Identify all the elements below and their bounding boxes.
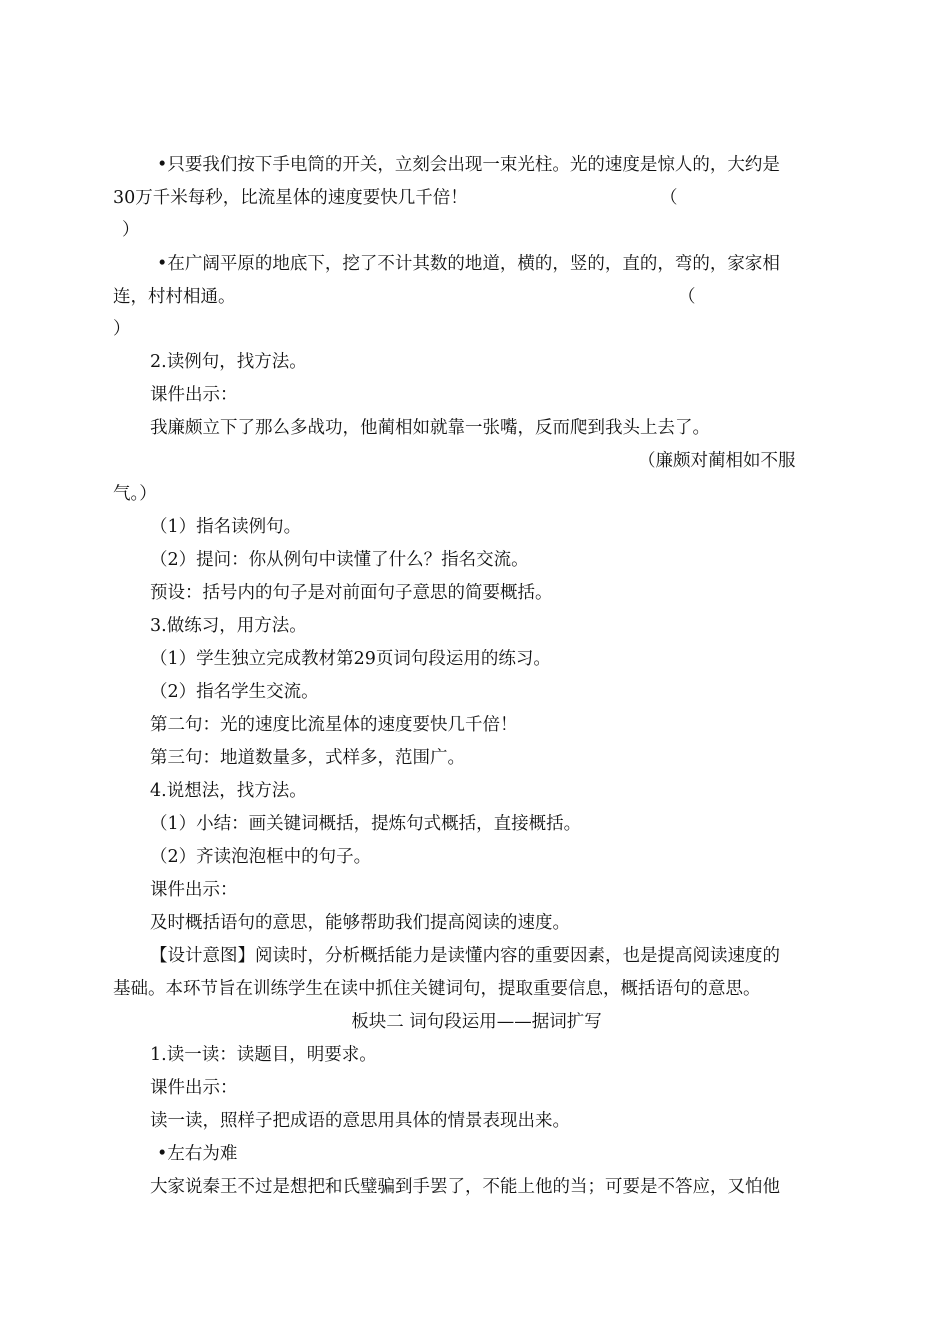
step-heading: 2.读例句，找方法。: [150, 352, 307, 372]
text-line: 大家说秦王不过是想把和氏璧骗到手罢了，不能上他的当；可要是不答应，又怕他: [150, 1177, 780, 1197]
blank-paren-open: （: [660, 188, 678, 208]
text-line: （1）学生独立完成教材第29页词句段运用的练习。: [150, 649, 551, 669]
blank-paren-close: ）: [113, 319, 131, 339]
text-line: 连，村村相通。: [113, 287, 236, 307]
example-summary-end: 气。）: [113, 484, 157, 504]
text-line: 读一读，照样子把成语的意思用具体的情景表现出来。: [150, 1111, 570, 1131]
blank-paren-close: ）: [122, 220, 140, 240]
text-line: 课件出示：: [150, 385, 238, 405]
text-line: （1）指名读例句。: [150, 517, 302, 537]
step-heading: 3.做练习，用方法。: [150, 616, 307, 636]
example-summary: （廉颇对蔺相如不服: [638, 451, 796, 471]
text-line: （2）提问：你从例句中读懂了什么？指名交流。: [150, 550, 529, 570]
step-heading: 4.说想法，找方法。: [150, 781, 307, 801]
text-line: （2）指名学生交流。: [150, 682, 319, 702]
text-line: 30万千米每秒，比流星体的速度要快几千倍！: [113, 188, 468, 208]
bullet-line-2: •在广阔平原的地底下，挖了不计其数的地道，横的，竖的，直的，弯的，家家相: [157, 254, 780, 274]
step-heading: 1.读一读：读题目，明要求。: [150, 1045, 377, 1065]
text-line: （2）齐读泡泡框中的句子。: [150, 847, 372, 867]
section-title: 板块二 词句段运用——据词扩写: [351, 1012, 602, 1032]
text-line: 课件出示：: [150, 880, 238, 900]
text-line: （1）小结：画关键词概括，提炼句式概括，直接概括。: [150, 814, 582, 834]
blank-paren-open: （: [678, 287, 696, 307]
bullet-line-3: •左右为难: [157, 1144, 238, 1164]
bullet-line-1: •只要我们按下手电筒的开关，立刻会出现一束光柱。光的速度是惊人的，大约是: [157, 155, 780, 175]
text-line: 第二句：光的速度比流星体的速度要快几千倍！: [150, 715, 518, 735]
text-line: 预设：括号内的句子是对前面句子意思的简要概括。: [150, 583, 553, 603]
text-line: 第三句：地道数量多，式样多，范围广。: [150, 748, 465, 768]
design-intent-line-1: 【设计意图】阅读时，分析概括能力是读懂内容的重要因素，也是提高阅读速度的: [150, 946, 780, 966]
text-line: 及时概括语句的意思，能够帮助我们提高阅读的速度。: [150, 913, 570, 933]
design-intent-line-2: 基础。本环节旨在训练学生在读中抓住关键词句，提取重要信息，概括语句的意思。: [113, 979, 761, 999]
example-sentence: 我廉颇立下了那么多战功，他蔺相如就靠一张嘴，反而爬到我头上去了。: [150, 418, 710, 438]
text-line: 课件出示：: [150, 1078, 238, 1098]
